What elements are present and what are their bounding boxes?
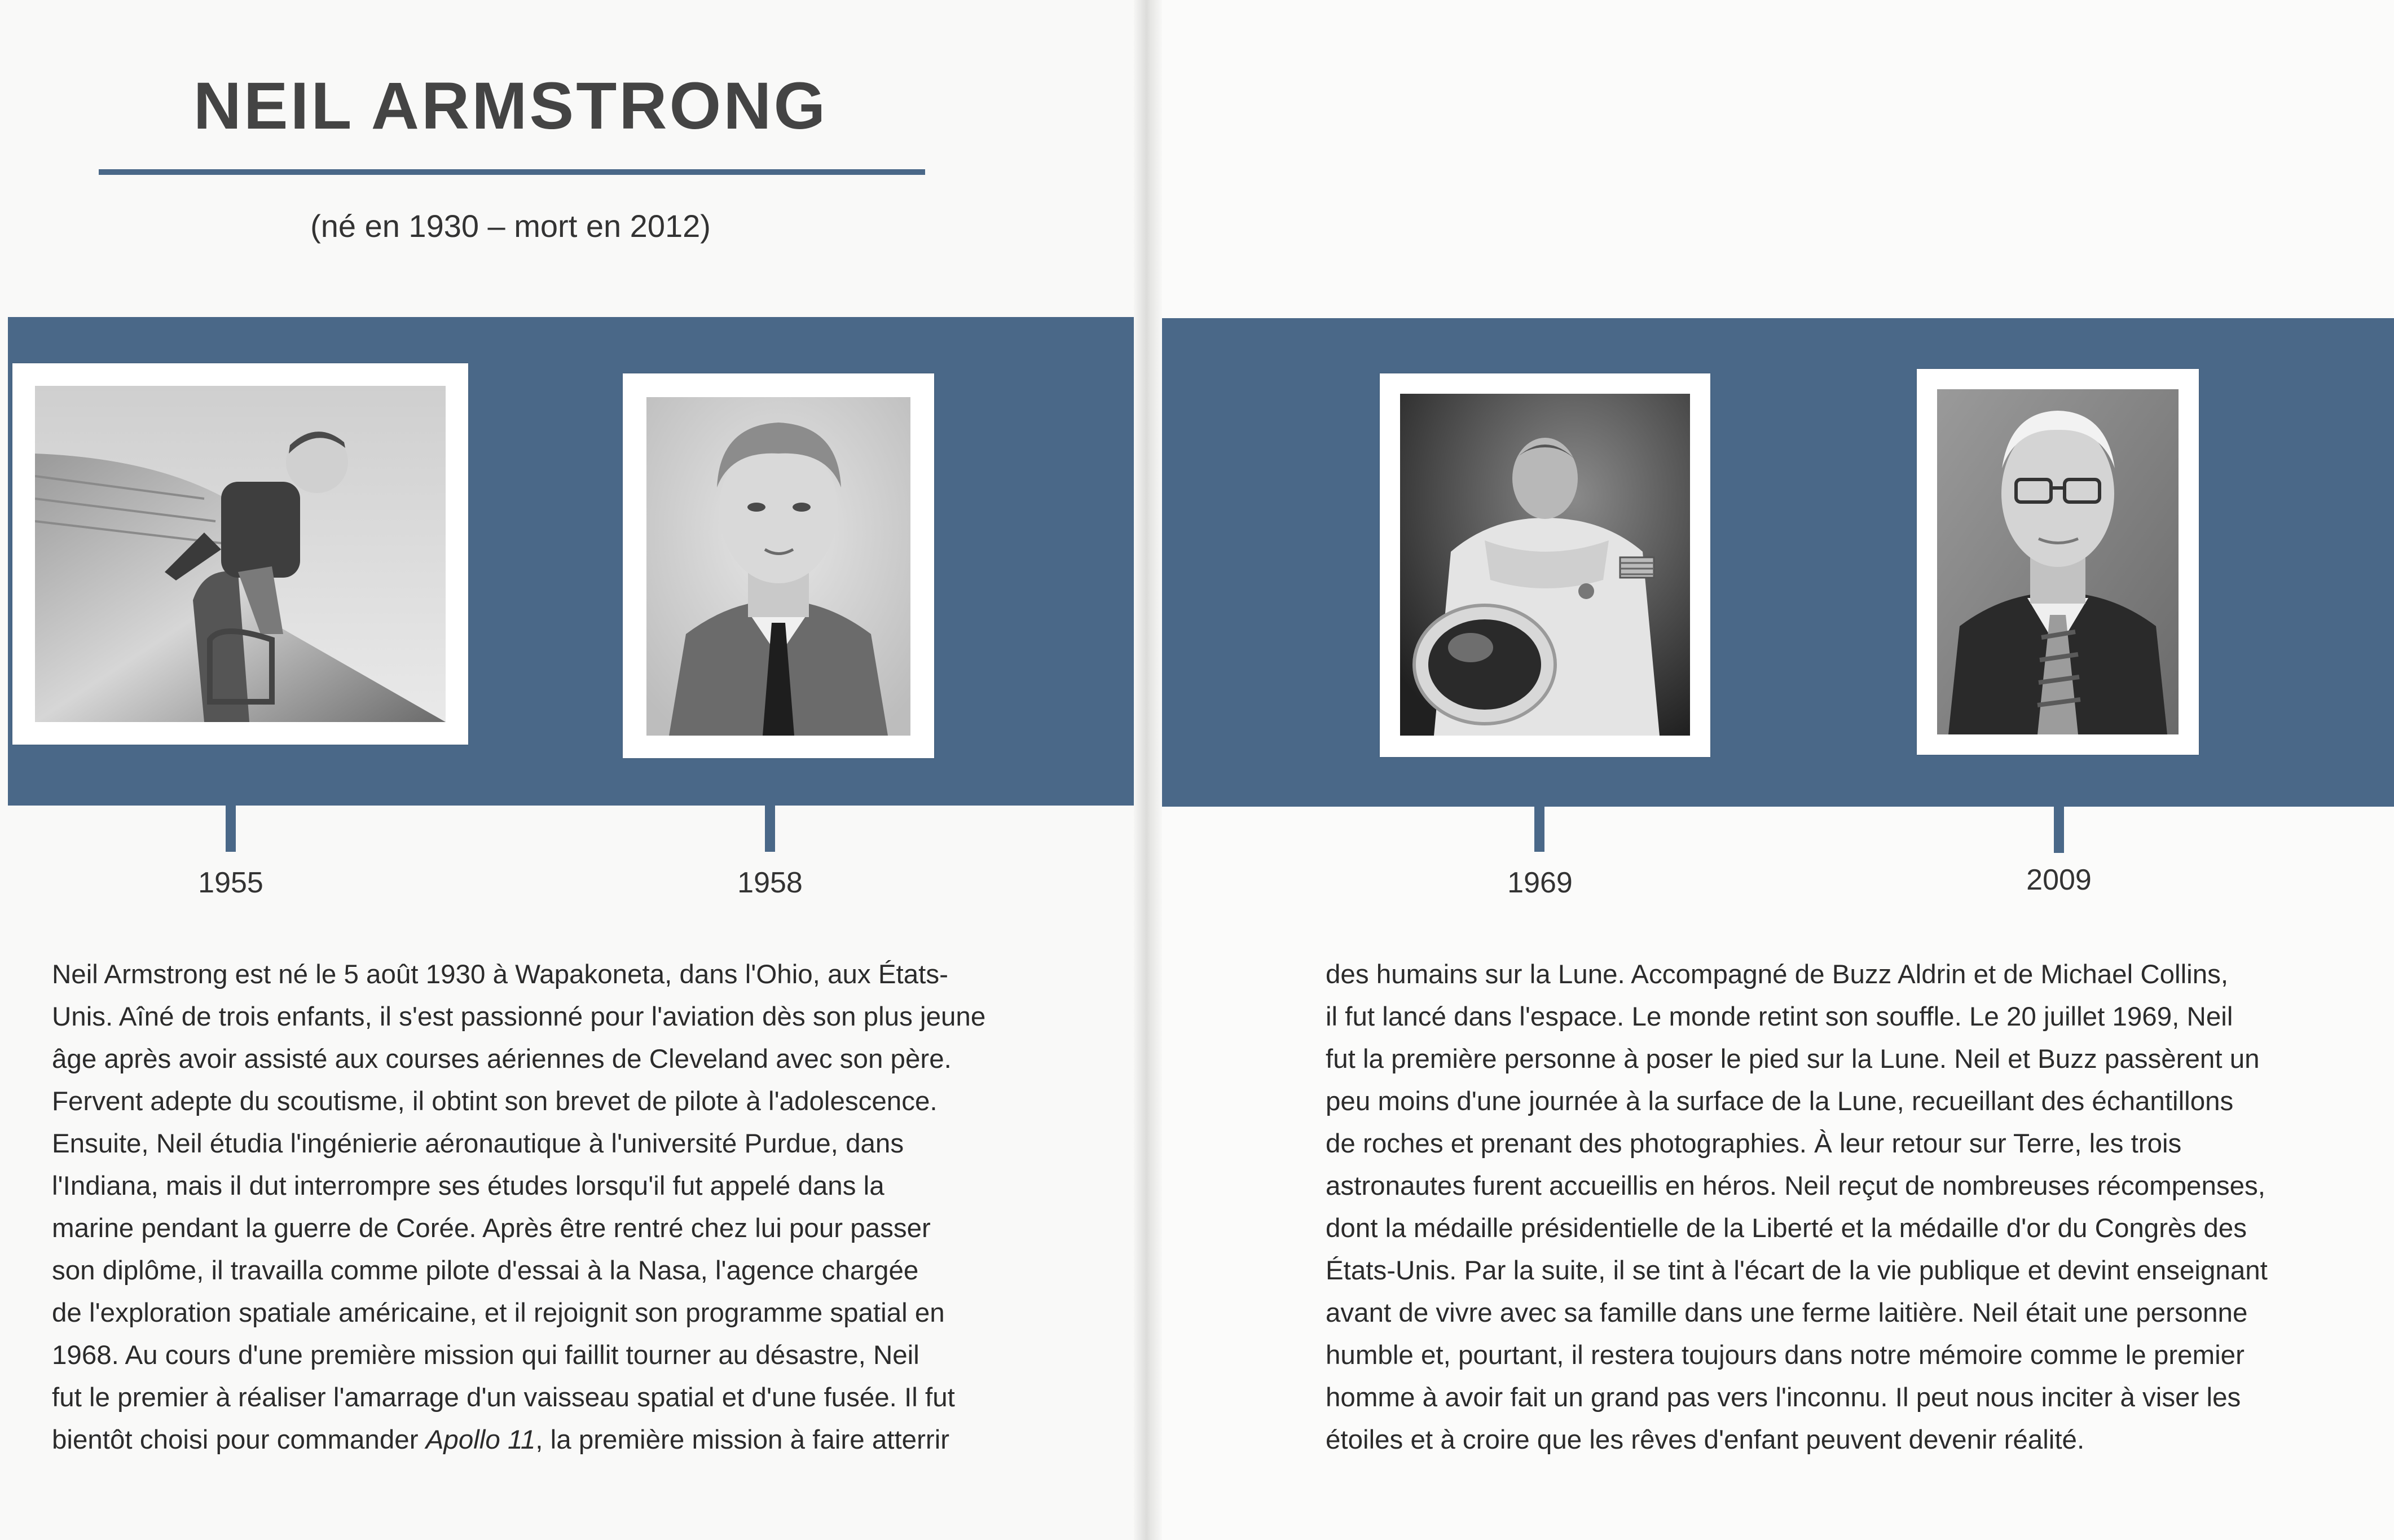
text-line: fut le premier à réaliser l'amarrage d'un vaisseau spatial et d'une fusée. Il fut: [52, 1383, 955, 1413]
text-line: de l'exploration spatiale américaine, et il rejoignit son programme spatial en: [52, 1298, 945, 1328]
text-line: homme à avoir fait un grand pas vers l'inconnu. Il peut nous inciter à viser les: [1326, 1383, 2241, 1413]
text-line: étoiles et à croire que les rêves d'enfant peuvent devenir réalité.: [1326, 1425, 2085, 1455]
timeline-tick-1958: [765, 806, 775, 852]
text-line: des humains sur la Lune. Accompagné de Buzz Aldrin et de Michael Collins,: [1326, 960, 2229, 989]
mission-name: Apollo 11: [425, 1425, 536, 1455]
text-line: de roches et prenant des photographies. À leur retour sur Terre, les trois: [1326, 1129, 2182, 1159]
text-line: États-Unis. Par la suite, il se tint à l'écart de la vie publique et devint enseignant: [1326, 1256, 2268, 1286]
text-segment: , la première mission à faire atterrir: [535, 1425, 950, 1455]
photo-1969: [1380, 373, 1710, 757]
text-line: son diplôme, il travailla comme pilote d'essai à la Nasa, l'agence chargée: [52, 1256, 919, 1286]
text-line: Unis. Aîné de trois enfants, il s'est passionné pour l'aviation dès son plus jeune: [52, 1002, 986, 1032]
year-label-2009: 2009: [2026, 864, 2092, 896]
text-line: peu moins d'une journée à la surface de la Lune, recueillant des échantillons: [1326, 1086, 2234, 1116]
biography-text-right: [1326, 953, 2268, 1461]
photo-1955: [12, 363, 468, 745]
title-underline: [99, 169, 925, 175]
photo-1969-image: [1400, 394, 1690, 736]
text-line: Ensuite, Neil étudia l'ingénierie aéronautique à l'université Purdue, dans: [52, 1129, 904, 1159]
text-line: astronautes furent accueillis en héros. Neil reçut de nombreuses récompenses,: [1326, 1171, 2266, 1201]
text-line: fut la première personne à poser le pied sur la Lune. Neil et Buzz passèrent un: [1326, 1044, 2260, 1074]
page-title: NEIL ARMSTRONG: [193, 69, 828, 143]
text-line: Fervent adepte du scoutisme, il obtint son brevet de pilote à l'adolescence.: [52, 1086, 938, 1116]
timeline-tick-1969: [1534, 806, 1544, 852]
text-line: âge après avoir assisté aux courses aériennes de Cleveland avec son père.: [52, 1044, 952, 1074]
text-line: il fut lancé dans l'espace. Le monde retint son souffle. Le 20 juillet 1969, Neil: [1326, 1002, 2233, 1032]
text-line: Neil Armstrong est né le 5 août 1930 à Wapakoneta, dans l'Ohio, aux États-: [52, 960, 948, 989]
text-segment: bientôt choisi pour commander: [52, 1425, 426, 1455]
photo-2009-image: [1937, 389, 2179, 734]
year-label-1969: 1969: [1507, 866, 1573, 899]
text-line: 1968. Au cours d'une première mission qui faillit tourner au désastre, Neil: [52, 1340, 919, 1370]
photo-1955-image: [35, 386, 446, 722]
text-line: dont la médaille présidentielle de la Liberté et la médaille d'or du Congrès des: [1326, 1213, 2247, 1243]
year-label-1955: 1955: [198, 866, 263, 899]
text-line: humble et, pourtant, il restera toujours dans notre mémoire comme le premier: [1326, 1340, 2245, 1370]
year-label-1958: 1958: [737, 866, 803, 899]
timeline-band-right: [1145, 318, 2394, 807]
text-line: l'Indiana, mais il dut interrompre ses études lorsqu'il fut appelé dans la: [52, 1171, 884, 1201]
life-dates: (né en 1930 – mort en 2012): [310, 208, 711, 244]
book-gutter: [1134, 0, 1162, 1540]
text-line-last: [52, 1419, 977, 1461]
timeline-tick-2009: [2054, 807, 2064, 853]
timeline-tick-1955: [226, 806, 236, 852]
photo-2009: [1917, 369, 2199, 755]
photo-1958: [623, 373, 934, 758]
text-line: marine pendant la guerre de Corée. Après être rentré chez lui pour passer: [52, 1213, 931, 1243]
biography-text-left: [52, 953, 986, 1461]
photo-1958-image: [646, 397, 910, 736]
text-line: avant de vivre avec sa famille dans une ferme laitière. Neil était une personne: [1326, 1298, 2248, 1328]
